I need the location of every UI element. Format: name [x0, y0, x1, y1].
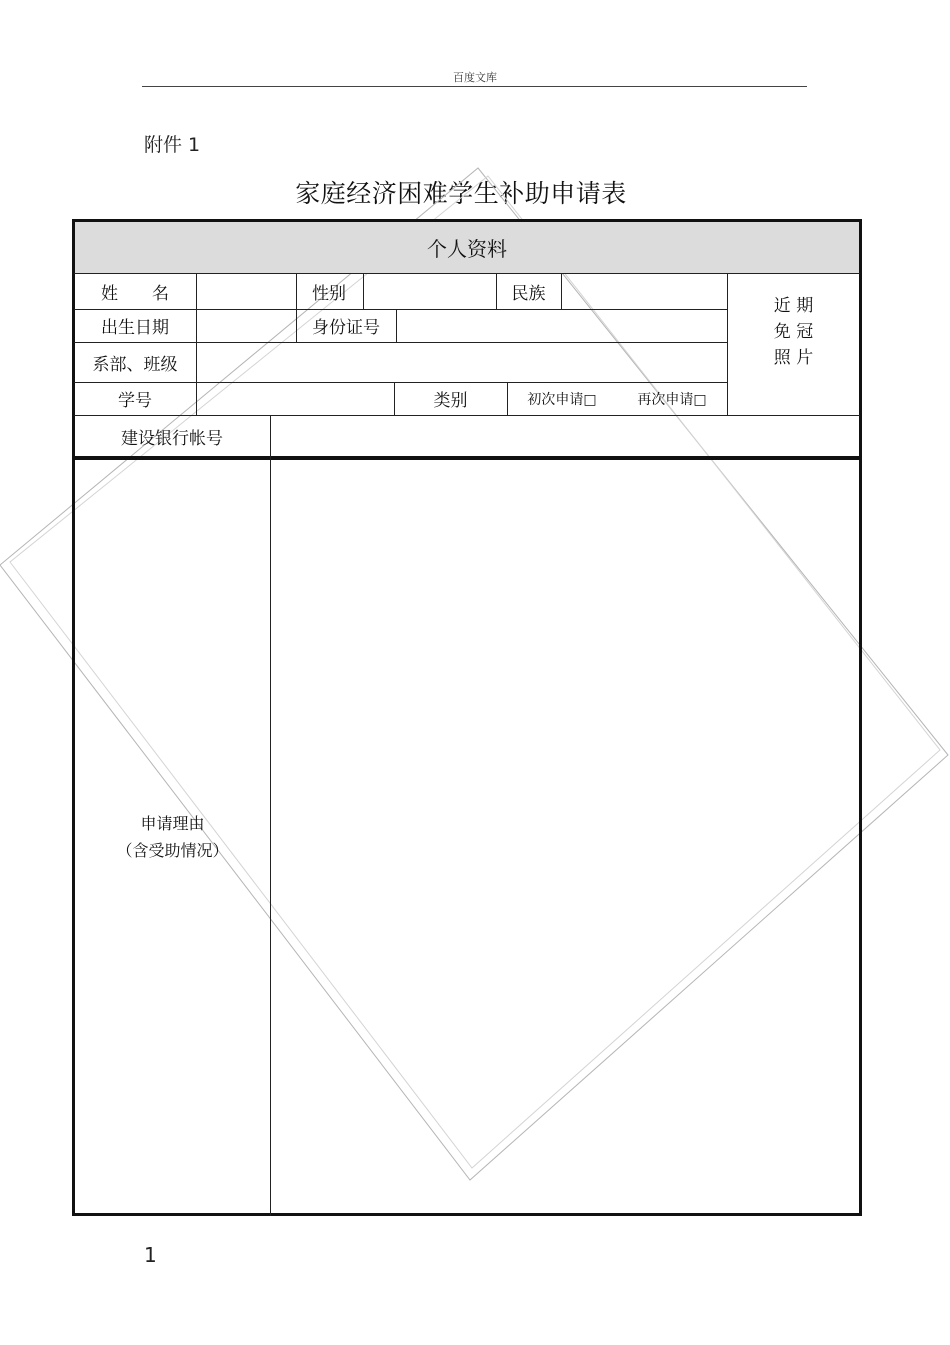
- id-number-label: 身份证号: [312, 318, 380, 338]
- gender-field[interactable]: [364, 274, 496, 309]
- photo-line-1: 近 期: [773, 296, 814, 316]
- reason-label-line-2: （含受助情况）: [116, 840, 229, 860]
- bank-account-label: 建设银行帐号: [121, 428, 223, 449]
- header-rule: [142, 86, 807, 87]
- reason-textarea[interactable]: [271, 460, 859, 1213]
- gender-label: 性别: [312, 283, 346, 304]
- bank-account-field[interactable]: [271, 416, 860, 457]
- photo-placeholder[interactable]: [727, 273, 860, 415]
- header-site-name: 百度文库: [453, 71, 497, 84]
- id-number-field[interactable]: [397, 310, 727, 342]
- photo-line-3: 照 片: [773, 348, 814, 368]
- reapplication-checkbox[interactable]: 再次申请□: [637, 391, 707, 408]
- attachment-label: 附件 1: [144, 134, 201, 156]
- department-class-label: 系部、班级: [92, 354, 178, 375]
- reason-label: [75, 460, 270, 1213]
- ethnicity-label: 民族: [511, 283, 546, 304]
- page-number: 1: [144, 1243, 157, 1267]
- photo-line-2: 免 冠: [773, 322, 814, 342]
- student-id-field[interactable]: [197, 383, 394, 415]
- section-title: 个人资料: [427, 236, 507, 261]
- name-label: 姓 名: [101, 283, 169, 304]
- birth-date-label: 出生日期: [101, 318, 169, 338]
- student-id-label: 学号: [118, 391, 152, 411]
- category-label: 类别: [433, 391, 468, 411]
- ethnicity-field[interactable]: [562, 274, 727, 309]
- name-field[interactable]: [197, 274, 296, 309]
- reason-label-line-1: 申请理由: [140, 813, 205, 833]
- form-title: 家庭经济困难学生补助申请表: [295, 179, 627, 208]
- first-application-checkbox[interactable]: 初次申请□: [527, 391, 597, 408]
- department-class-field[interactable]: [197, 343, 727, 382]
- birth-date-field[interactable]: [197, 310, 296, 342]
